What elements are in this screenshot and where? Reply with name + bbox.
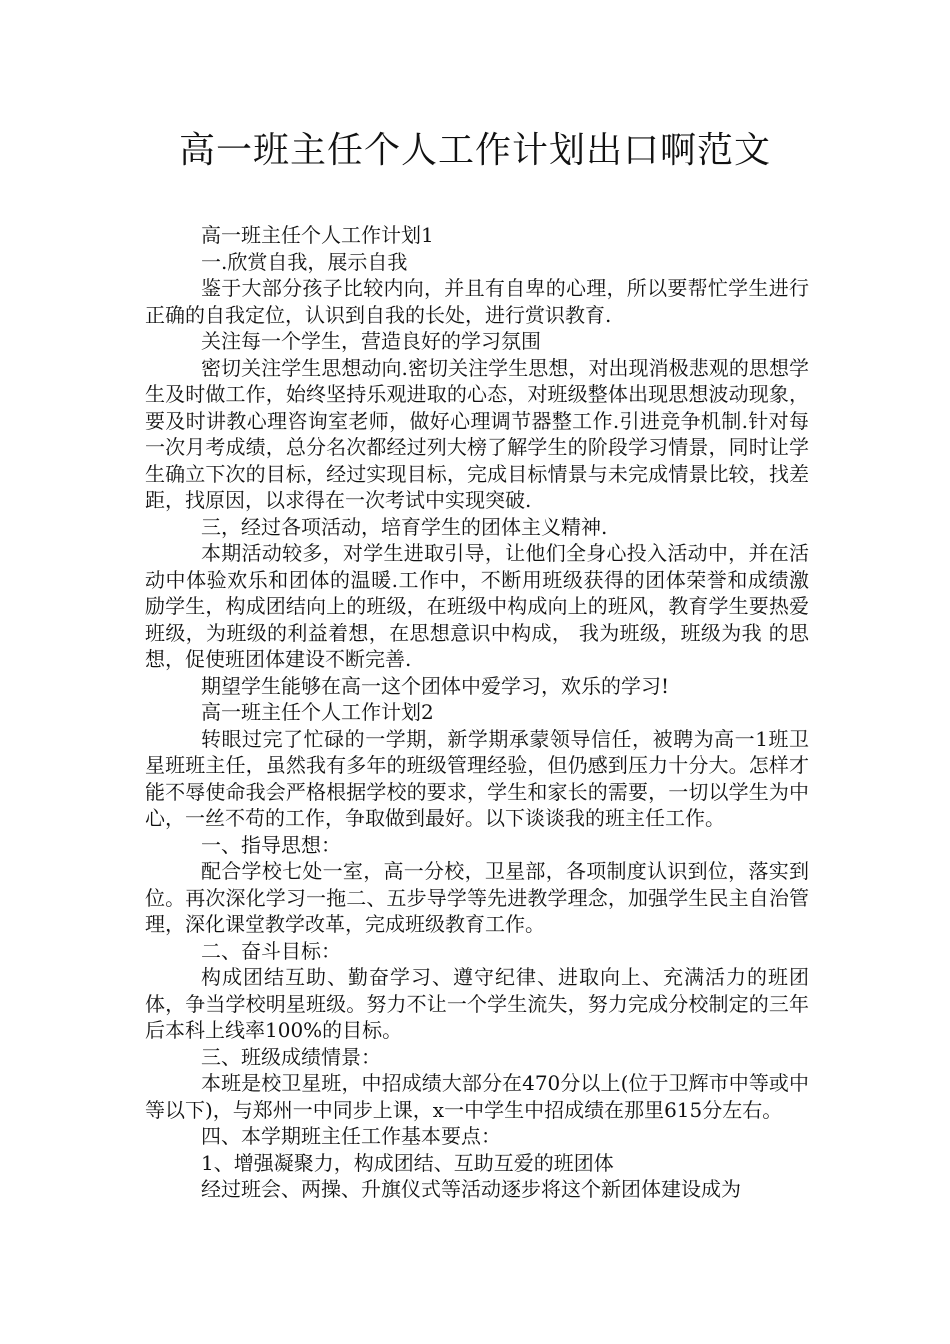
paragraph: 关注每一个学生，营造良好的学习氛围: [201, 329, 541, 353]
paragraph: 转眼过完了忙碌的一学期，新学期承蒙领导信任，被聘为高一1班卫星班班主任，虽然我有多年的班级管理经验，但仍感到压力十分大。怎样才能不辱使命我会严格根据学校的要求，学生和家长的需要，一切以学生为中心，一丝不苟的工作，争取做到最好。以下谈谈我的班主任工作。: [145, 726, 809, 830]
paragraph: 1、增强凝聚力，构成团结、互助互爱的班团体: [201, 1150, 614, 1175]
paragraph: 鉴于大部分孩子比较内向，并且有自卑的心理，所以要帮忙学生进行正确的自我定位，认识到自我的长处，进行赏识教育.: [145, 276, 809, 327]
paragraph: 密切关注学生思想动向.密切关注学生思想，对出现消极悲观的思想学生及时做工作，始终坚持乐观进取的心态，对班级整体出现思想波动现象，要及时讲教心理咨询室老师，做好心理调节器整工作.引进竞争机制.针对每一次月考成绩，总分名次都经过列大榜了解学生的阶段学习情景，同时让学生确立下次的目标，经过实现目标，完成目标情景与未完成情景比较，找差距，找原因，以求得在一次考试中实现突破.: [145, 355, 809, 512]
paragraph: 期望学生能够在高一这个团体中爱学习，欢乐的学习!: [201, 673, 670, 698]
paragraph: 配合学校七处一室，高一分校，卫星部，各项制度认识到位，落实到位。再次深化学习一拖二、五步导学等先进教学理念，加强学生民主自治管理，深化课堂教学改革，完成班级教育工作。: [145, 859, 809, 936]
paragraph: 经过班会、两操、升旗仪式等活动逐步将这个新团体建设成为: [201, 1177, 741, 1201]
paragraph: 本班是校卫星班，中招成绩大部分在470分以上(位于卫辉市中等或中等以下)，与郑州一中同步上课，x一中学生中招成绩在那里615分左右。: [145, 1071, 809, 1122]
paragraph: 一.欣赏自我，展示自我: [201, 249, 408, 274]
paragraph: 一、指导思想：: [201, 832, 341, 857]
paragraph: 三、班级成绩情景：: [201, 1044, 381, 1069]
paragraph: 四、本学期班主任工作基本要点：: [201, 1124, 501, 1148]
paragraph: 构成团结互助、勤奋学习、遵守纪律、进取向上、充满活力的班团体，争当学校明星班级。努力不让一个学生流失，努力完成分校制定的三年后本科上线率100%的目标。: [145, 965, 809, 1042]
paragraph: 二、奋斗目标：: [201, 938, 341, 963]
document-body: [145, 222, 809, 1203]
paragraph: 高一班主任个人工作计划2: [201, 700, 434, 724]
paragraph: 高一班主任个人工作计划1: [201, 223, 434, 247]
document-title: 高一班主任个人工作计划出口啊范文: [178, 130, 771, 171]
paragraph: 本期活动较多，对学生进取引导，让他们全身心投入活动中，并在活动中体验欢乐和团体的温暖.工作中，不断用班级获得的团体荣誉和成绩激励学生，构成团结向上的班级，在班级中构成向上的班风，教育学生要热爱班级，为班级的利益着想，在思想意识中构成， 我为班级，班级为我 的思想，促使班团体建设不断完善.: [145, 541, 809, 671]
paragraph: 三，经过各项活动，培育学生的团体主义精神.: [201, 514, 608, 539]
